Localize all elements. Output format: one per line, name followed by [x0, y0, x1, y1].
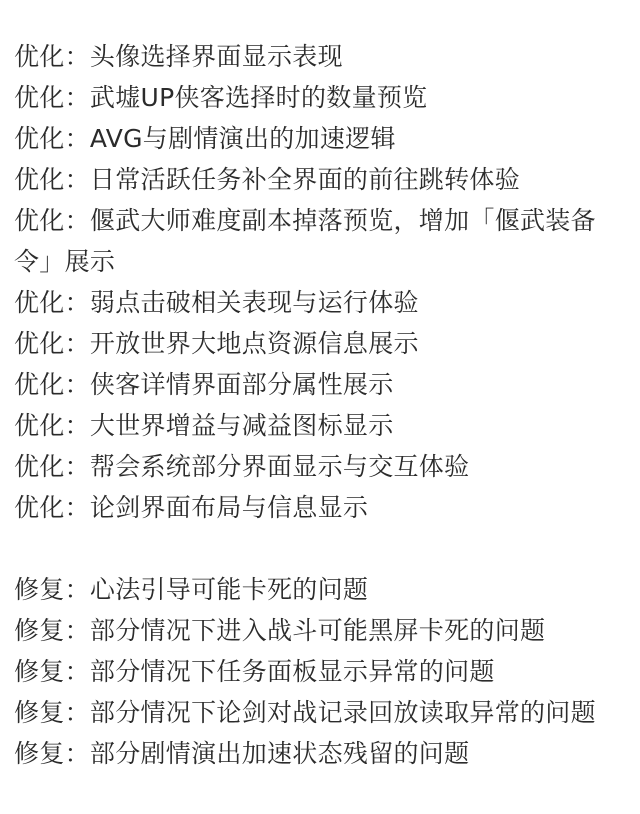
fix-item: 修复：心法引导可能卡死的问题	[14, 575, 369, 604]
fix-item: 修复：部分剧情演出加速状态残留的问题	[14, 739, 470, 768]
fix-item: 修复：部分情况下进入战斗可能黑屏卡死的问题	[14, 616, 546, 645]
optimization-item: 优化：弱点击破相关表现与运行体验	[14, 288, 419, 317]
optimization-item: 优化：大世界增益与减益图标显示	[14, 411, 394, 440]
optimization-item: 优化：AVG与剧情演出的加速逻辑	[14, 124, 396, 153]
optimization-item: 优化：日常活跃任务补全界面的前往跳转体验	[14, 165, 521, 194]
fix-list	[14, 569, 632, 774]
fix-item: 修复：部分情况下论剑对战记录回放读取异常的问题	[14, 698, 596, 727]
optimization-list	[14, 36, 632, 528]
optimization-item: 优化：武墟UP侠客选择时的数量预览	[14, 83, 428, 112]
optimization-item: 优化：头像选择界面显示表现	[14, 42, 343, 71]
patch-notes	[14, 36, 632, 774]
optimization-item: 优化：帮会系统部分界面显示与交互体验	[14, 452, 470, 481]
section-gap	[14, 528, 632, 569]
fix-item: 修复：部分情况下任务面板显示异常的问题	[14, 657, 495, 686]
optimization-item: 优化：侠客详情界面部分属性展示	[14, 370, 394, 399]
optimization-item: 优化：开放世界大地点资源信息展示	[14, 329, 419, 358]
optimization-item: 优化：论剑界面布局与信息显示	[14, 493, 369, 522]
optimization-item: 优化：偃武大师难度副本掉落预览，增加「偃武装备令」展示	[14, 206, 596, 276]
